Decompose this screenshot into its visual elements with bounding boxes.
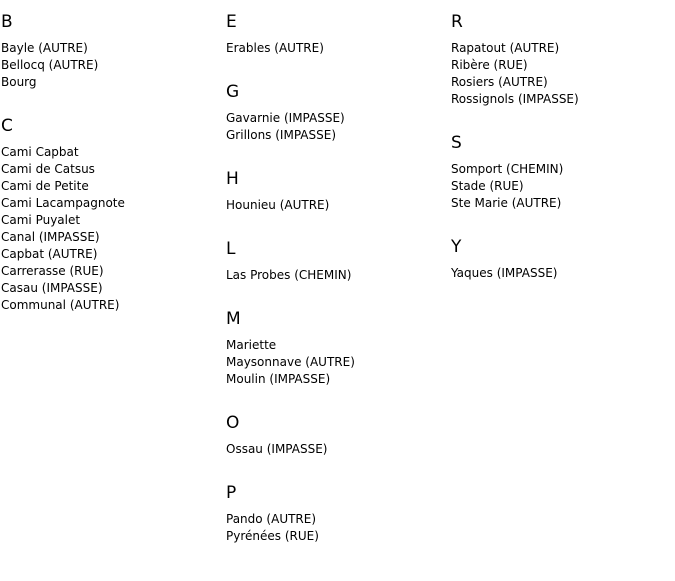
street-link[interactable]: Bourg: [1, 75, 37, 89]
street-link[interactable]: Moulin (IMPASSE): [226, 372, 331, 386]
letter-heading: H: [226, 169, 239, 189]
letter-heading: L: [226, 239, 236, 259]
street-link[interactable]: Mariette: [226, 338, 277, 352]
street-link[interactable]: Yaques (IMPASSE): [451, 266, 558, 280]
street-link[interactable]: Ste Marie (AUTRE): [451, 196, 562, 210]
letter-heading: O: [226, 413, 240, 433]
street-link[interactable]: Cami de Catsus: [1, 162, 95, 176]
street-link[interactable]: Stade (RUE): [451, 179, 524, 193]
letter-group-e: [226, 11, 446, 57]
letter-heading: Y: [451, 237, 462, 257]
letter-group-p: [226, 482, 446, 545]
street-list: [226, 337, 446, 388]
letter-heading: S: [451, 133, 462, 153]
street-link[interactable]: Grillons (IMPASSE): [226, 128, 336, 142]
street-link[interactable]: Cami Capbat: [1, 145, 79, 159]
index-column-3: [451, 11, 671, 306]
letter-group-m: [226, 308, 446, 388]
street-link[interactable]: Canal (IMPASSE): [1, 230, 100, 244]
street-link[interactable]: Ossau (IMPASSE): [226, 442, 328, 456]
street-link[interactable]: Casau (IMPASSE): [1, 281, 103, 295]
street-list: [226, 110, 446, 144]
street-list: [1, 144, 221, 314]
index-column-1: [1, 11, 221, 338]
letter-heading: C: [1, 116, 13, 136]
street-link[interactable]: Carrerasse (RUE): [1, 264, 104, 278]
letter-group-c: [1, 115, 221, 314]
street-link[interactable]: Hounieu (AUTRE): [226, 198, 330, 212]
street-link[interactable]: Pando (AUTRE): [226, 512, 317, 526]
street-link[interactable]: Cami Puyalet: [1, 213, 81, 227]
street-link[interactable]: Erables (AUTRE): [226, 41, 324, 55]
letter-heading: E: [226, 12, 237, 32]
street-list: [226, 267, 446, 284]
street-list: [451, 40, 671, 108]
street-link[interactable]: Ribère (RUE): [451, 58, 528, 72]
street-link[interactable]: Rapatout (AUTRE): [451, 41, 560, 55]
street-list: [226, 197, 446, 214]
letter-heading: B: [1, 12, 13, 32]
street-link[interactable]: Bayle (AUTRE): [1, 41, 88, 55]
street-link[interactable]: Gavarnie (IMPASSE): [226, 111, 345, 125]
letter-heading: P: [226, 483, 237, 503]
street-link[interactable]: Pyrénées (RUE): [226, 529, 319, 543]
street-link[interactable]: Cami de Petite: [1, 179, 89, 193]
letter-heading: M: [226, 309, 241, 329]
letter-group-h: [226, 168, 446, 214]
street-link[interactable]: Rosiers (AUTRE): [451, 75, 548, 89]
letter-group-o: [226, 412, 446, 458]
letter-group-b: [1, 11, 221, 91]
street-link[interactable]: Communal (AUTRE): [1, 298, 120, 312]
street-link[interactable]: Rossignols (IMPASSE): [451, 92, 579, 106]
street-list: [226, 441, 446, 458]
street-list: [226, 40, 446, 57]
letter-group-l: [226, 238, 446, 284]
street-list: [451, 265, 671, 282]
letter-group-g: [226, 81, 446, 144]
street-list: [1, 40, 221, 91]
letter-group-y: [451, 236, 671, 282]
letter-heading: R: [451, 12, 463, 32]
letter-group-r: [451, 11, 671, 108]
street-link[interactable]: Las Probes (CHEMIN): [226, 268, 352, 282]
letter-heading: G: [226, 82, 240, 102]
letter-group-s: [451, 132, 671, 212]
street-link[interactable]: Cami Lacampagnote: [1, 196, 125, 210]
street-list: [226, 511, 446, 545]
street-list: [451, 161, 671, 212]
index-column-2: [226, 11, 446, 569]
street-link[interactable]: Bellocq (AUTRE): [1, 58, 99, 72]
street-link[interactable]: Capbat (AUTRE): [1, 247, 98, 261]
street-link[interactable]: Somport (CHEMIN): [451, 162, 564, 176]
street-link[interactable]: Maysonnave (AUTRE): [226, 355, 355, 369]
